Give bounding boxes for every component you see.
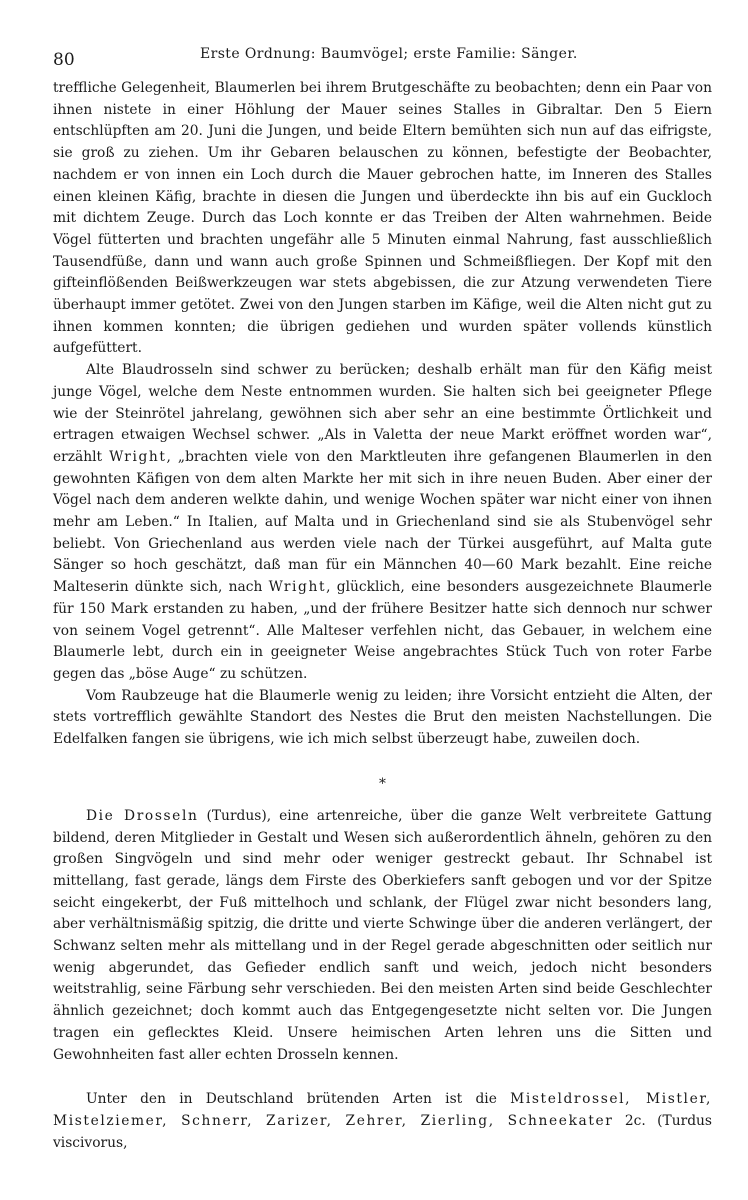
paragraph-5-intro: Unter den in Deutschland brütenden Arten ist die (86, 1091, 511, 1108)
page-number: 80 (53, 50, 75, 70)
paragraph-5 (53, 1089, 712, 1154)
paragraph-2-part-c: , glücklich, eine besonders ausgezeichnete Blaumerle für 150 Mark erstanden zu haben, „und der frühere Besitzer hatte sich dennoch nur schwer von seinem Vogel getrennt“. Alle Malteser verfehlen nicht, das Gebauer, in welchem eine Blaumerle lebt, durch ein in geeigneter Weise angebrachtes Stück Tuch von roter Farbe gegen das „böse Auge“ zu schützen. (53, 579, 712, 682)
body-text (53, 78, 712, 1154)
paragraph-gap (53, 1066, 712, 1089)
paragraph-1: treffliche Gelegenheit, Blaumerlen bei ihrem Brutgeschäfte zu beobachten; denn ein Paar von ihnen nistete in einer Höhlung der Mauer seines Stalles in Gibraltar. Den 5 Eiern entschlüpften am 20. Juni die Jungen, und beide Eltern bemühten sich nun auf das eifrigste, sie groß zu ziehen. Um ihr Gebaren belauschen zu können, befestigte der Beobachter, nachdem er von innen ein Loch durch die Mauer gebrochen hatte, im Inneren des Stalles einen kleinen Käfig, brachte in diesen die Jungen und überdeckte ihn bis auf ein Guckloch mit dichtem Zeuge. Durch das Loch konnte er das Treiben der Alten wahrnehmen. Beide Vögel fütterten und brachten ungefähr alle 5 Minuten einmal Nahrung, fast ausschließlich Tausendfüße, dann und wann auch große Spinnen und Schmeißfliegen. Der Kopf mit den gifteinflößenden Beißwerkzeugen war stets abgebissen, die zur Atzung verwendeten Tiere überhaupt immer getötet. Zwei von den Jungen starben im Käfige, weil die Alten nicht gut zu ihnen kommen konnten; die übrigen gediehen und wurden später vollends künstlich aufgefüttert. (53, 80, 712, 357)
paragraph-3: Vom Raubzeuge hat die Blaumerle wenig zu leiden; ihre Vorsicht entzieht die Alten, der stets vortrefflich gewählte Standort des Nestes die Brut den meisten Nachstellungen. Die Edelfalken fangen sie übrigens, wie ich mich selbst überzeugt habe, zuweilen doch. (53, 687, 712, 748)
paragraph-2-part-b: , „brachten viele von den Marktleuten ihre gefangenen Blaumerlen in den gewohnten Käfigen von dem alten Markte her mit sich in ihre neuen Buden. Aber einer der Vögel nach dem anderen welkte dahin, und wenige Wochen später war nicht einer von ihnen mehr am Leben.“ In Italien, auf Malta und in Griechenland sind sie als Stubenvögel sehr beliebt. Von Griechenland aus werden viele nach der Türkei ausgeführt, auf Malta gute Sänger so hoch geschätzt, daß man für ein Männchen 40—60 Mark bezahlt. Eine reiche Malteserin dünkte sich, nach (53, 448, 712, 596)
section-separator: * (379, 775, 386, 792)
paragraph-5-tail: 2c. (Turdus viscivorus, (53, 1112, 712, 1151)
genus-heading-drosseln: Die Drosseln (86, 807, 199, 824)
author-name-wright-2: Wright (268, 579, 327, 596)
page-header (0, 44, 748, 74)
paragraph-2 (53, 360, 712, 686)
paragraph-4 (53, 806, 712, 1066)
paragraph-4-body: (Turdus), eine artenreiche, über die ganze Welt verbreitete Gattung bildend, deren Mitglieder in Gestalt und Wesen sich außerordentlich ähneln, gehören zu den großen Singvögeln und sind mehr oder weniger gestreckt gebaut. Ihr Schnabel ist mittellang, fast gerade, längs dem Firste des Oberkiefers sanft gebogen und vor der Spitze seicht eingekerbt, der Fuß mittelhoch und schlank, der Flügel zwar nicht besonders lang, aber verhältnismäßig spitzig, die dritte und vierte Schwinge über die anderen verlängert, der Schwanz selten mehr als mittellang und in der Regel gerade abgeschnitten oder seitlich nur wenig abgerundet, das Gefieder endlich sanft und weich, jedoch nicht besonders weitstrahlig, seine Färbung sehr verschieden. Bei den meisten Arten sind beide Geschlechter ähnlich gezeichnet; doch kommt auch das Entgegengesetzte nicht selten vor. Die Jungen tragen ein geflecktes Kleid. Unsere heimischen Arten lehren uns die Sitten und Gewohnheiten fast aller echten Drosseln kennen. (53, 807, 713, 1063)
running-head: Erste Ordnung: Baumvögel; erste Familie: Sänger. (200, 46, 578, 62)
paragraph-2-part-a: Alte Blaudrosseln sind schwer zu berücken; deshalb erhält man für den Käfig meist junge Vögel, welche dem Neste entnommen wurden. Sie halten sich bei geeigneter Pflege wie der Steinrötel jahrelang, gewöhnen sich aber sehr an eine bestimmte Örtlichkeit und ertragen etwaigen Wechsel schwer. „Als in Valetta der neue Markt eröffnet worden war“, erzählt (53, 362, 712, 465)
author-name-wright: Wright (109, 448, 167, 465)
species-names-misteldrossel: Misteldrossel, Mistler, Mistelziemer, Schnerr, Zarizer, Zehrer, Zierling, Schneekater (53, 1091, 713, 1129)
